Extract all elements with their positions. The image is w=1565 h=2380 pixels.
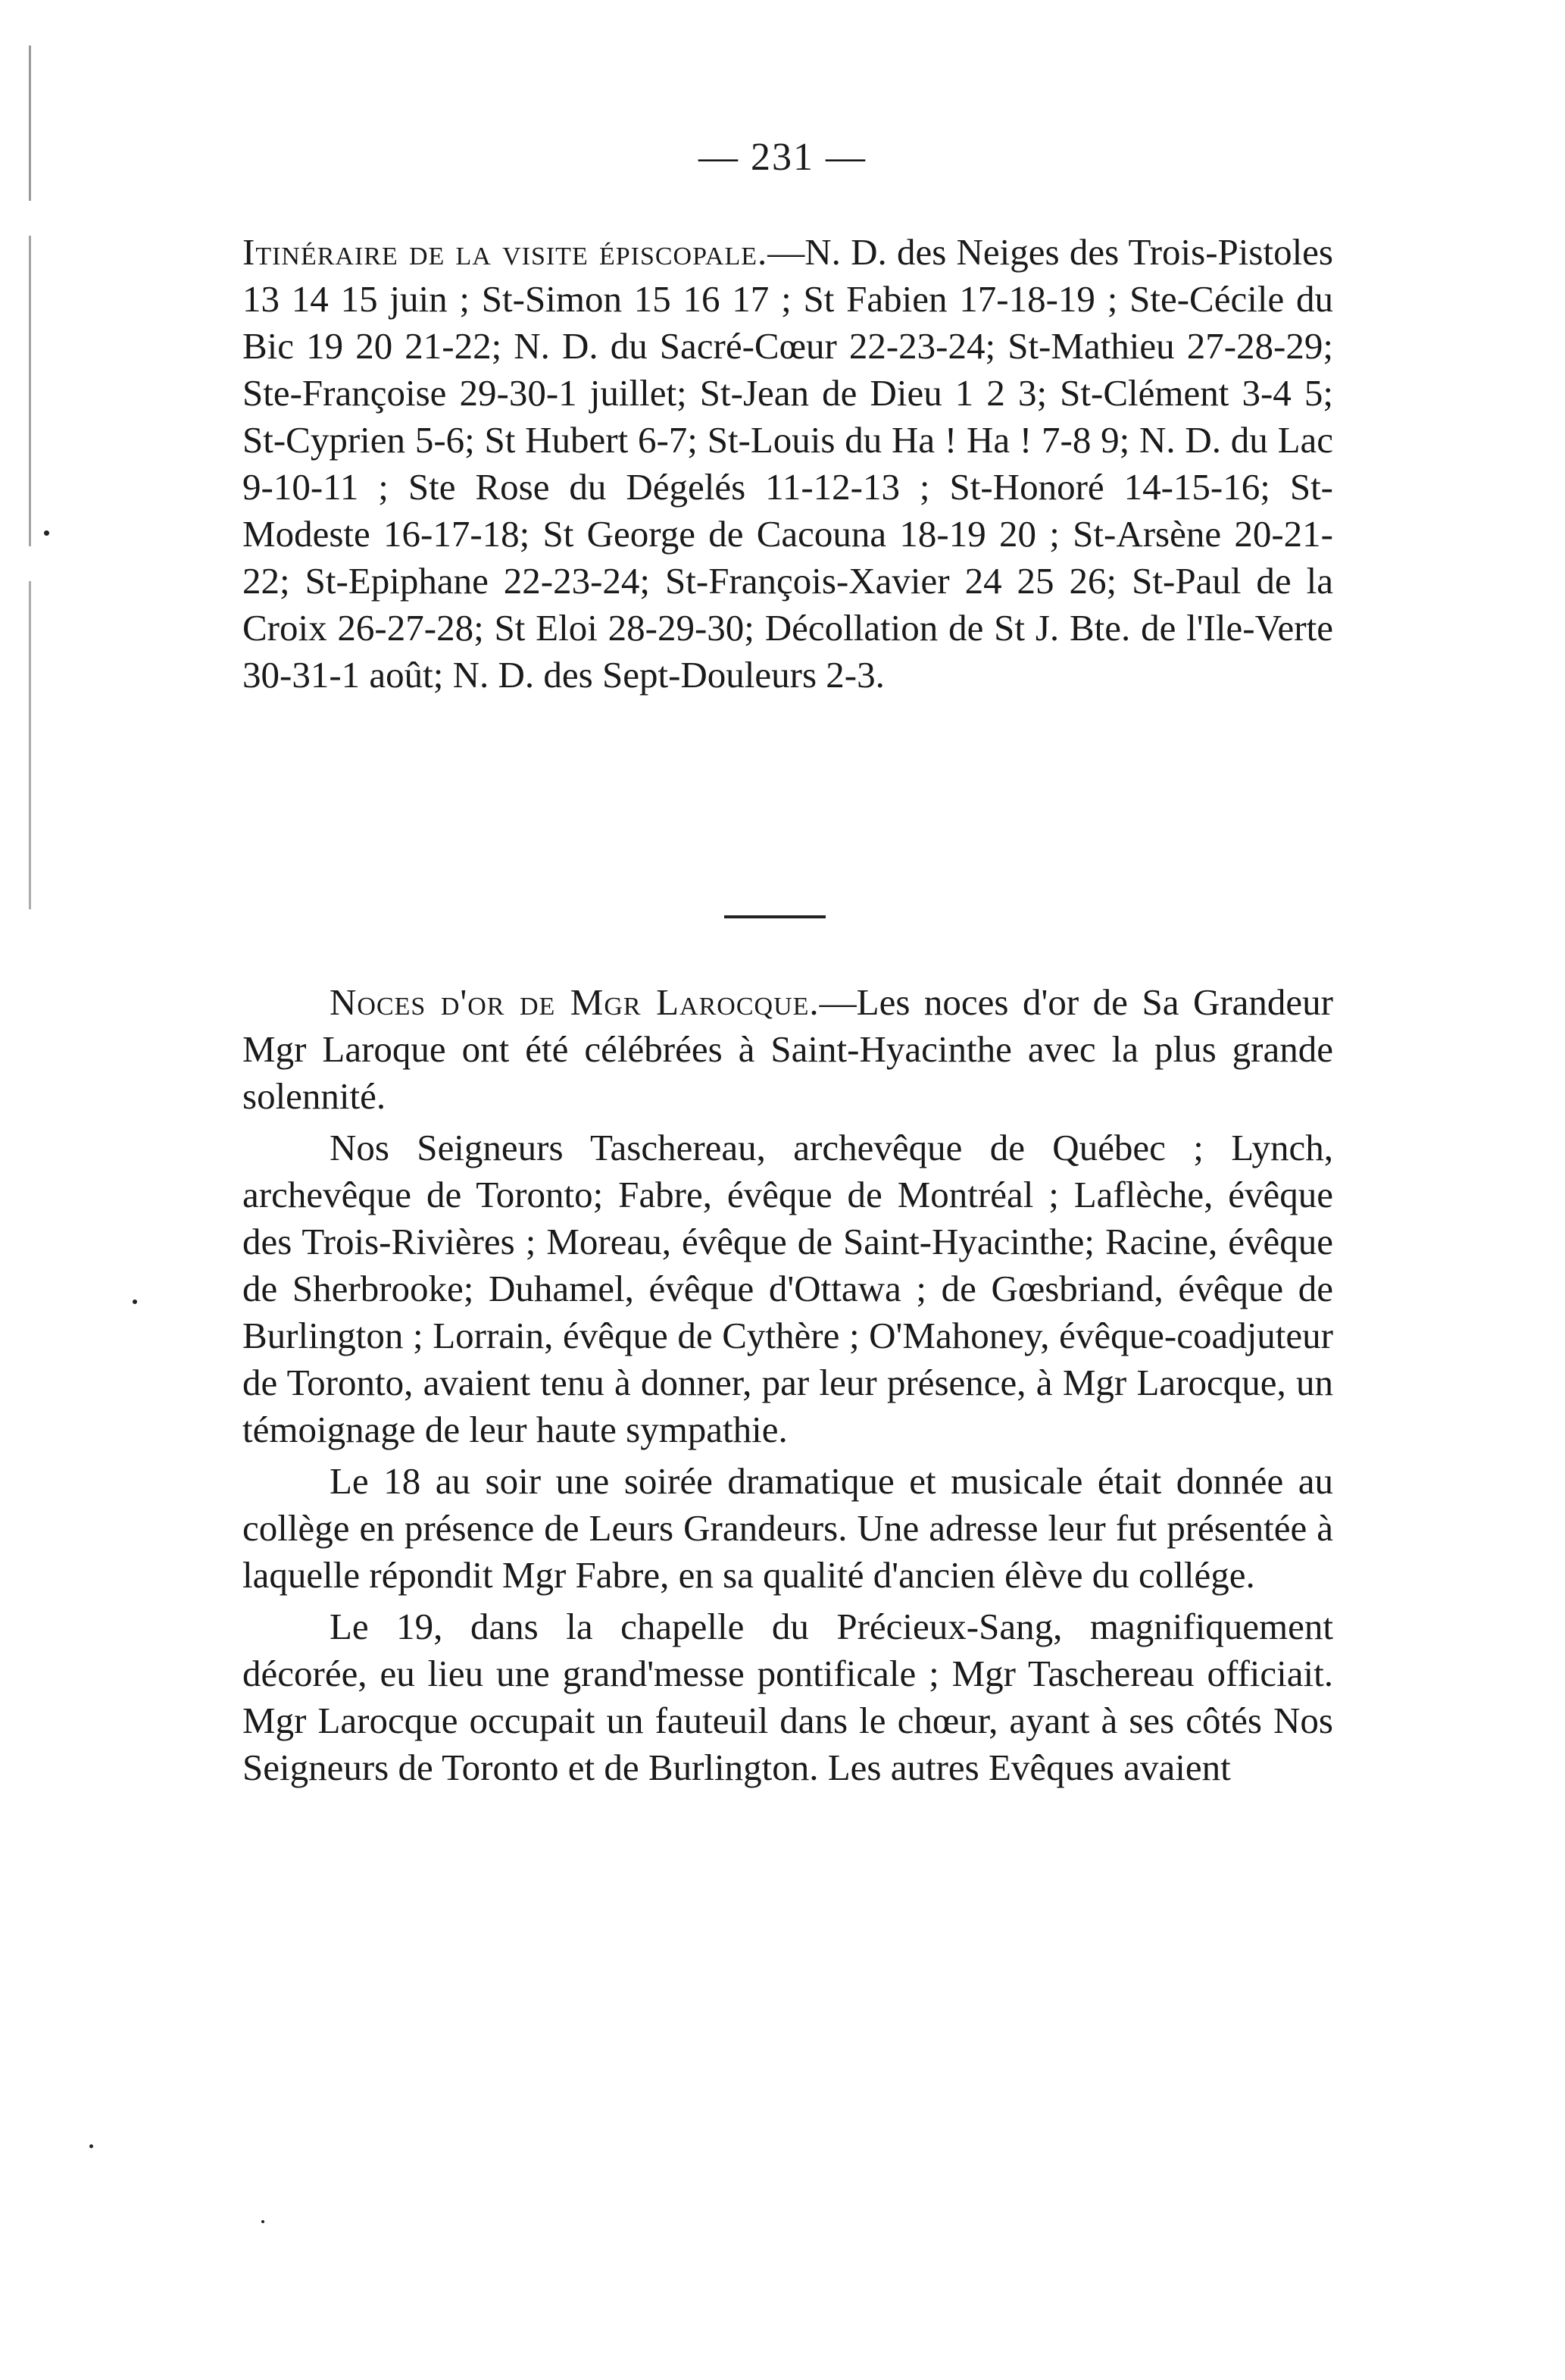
scan-speck xyxy=(261,2220,264,2223)
page-number: — 231 — xyxy=(698,136,867,179)
itinerary-heading: Itinéraire de la visite épiscopale. xyxy=(242,231,768,273)
noces-paragraph: Nos Seigneurs Taschereau, archevêque de Québec ; Lynch, archevêque de Toronto; Fabre, évêque de Montréal ; Laflèche, évêque des Trois-Rivières ; Moreau, évêque de Saint-Hyacinthe; Racine, évêque de Sherbrooke; Duhamel, évêque d'Ottawa ; de Gœsbriand, évêque de Burlington ; Lorrain, évêque de Cythère ; O'Mahoney, évêque-coadjuteur de Toronto, avaient tenu à donner, par leur présence, à Mgr Larocque, un témoignage de leur haute sympathie. xyxy=(242,1127,1333,1450)
noces-section xyxy=(242,979,1333,1791)
scan-speck xyxy=(133,1299,137,1304)
itinerary-section xyxy=(242,229,1333,699)
scan-speck xyxy=(89,2144,93,2148)
itinerary-paragraph xyxy=(242,229,1333,699)
noces-intro: —Les noces d'or de Sa Grandeur Mgr Laroque ont été célébrées à Saint-Hyacinthe avec la plus grande solennité. xyxy=(242,981,1333,1117)
section-divider xyxy=(724,915,826,918)
noces-paragraph: Le 19, dans la chapelle du Précieux-Sang, magnifiquement décorée, eu lieu une grand'messe pontificale ; Mgr Taschereau officiait. Mgr Larocque occupait un fauteuil dans le chœur, ayant à ses côtés Nos Seigneurs de Toronto et de Burlington. Les autres Evêques avaient xyxy=(242,1606,1333,1788)
noces-heading: Noces d'or de Mgr Larocque. xyxy=(330,981,820,1023)
scan-speck xyxy=(44,530,49,536)
itinerary-text: —N. D. des Neiges des Trois-Pistoles 13 14 15 juin ; St-Simon 15 16 17 ; St Fabien 17-18-19 ; Ste-Cécile du Bic 19 20 21-22; N. D. du Sacré-Cœur 22-23-24; St-Mathieu 27-28-29; Ste-Françoise 29-30-1 juillet; St-Jean de Dieu 1 2 3; St-Clément 3-4 5; St-Cyprien 5-6; St Hubert 6-7; St-Louis du Ha ! Ha ! 7-8 9; N. D. du Lac 9-10-11 ; Ste Rose du Dégelés 11-12-13 ; St-Honoré 14-15-16; St-Modeste 16-17-18; St George de Cacouna 18-19 20 ; St-Arsène 20-21-22; St-Epiphane 22-23-24; St-François-Xavier 24 25 26; St-Paul de la Croix 26-27-28; St Eloi 28-29-30; Décollation de St J. Bte. de l'Ile-Verte 30-31-1 août; N. D. des Sept-Douleurs 2-3. xyxy=(242,231,1333,696)
noces-intro-paragraph xyxy=(242,979,1333,1120)
noces-paragraph: Le 18 au soir une soirée dramatique et musicale était donnée au collège en présence de Leurs Grandeurs. Une adresse leur fut présentée à laquelle répondit Mgr Fabre, en sa qualité d'ancien élève du collége. xyxy=(242,1460,1333,1596)
